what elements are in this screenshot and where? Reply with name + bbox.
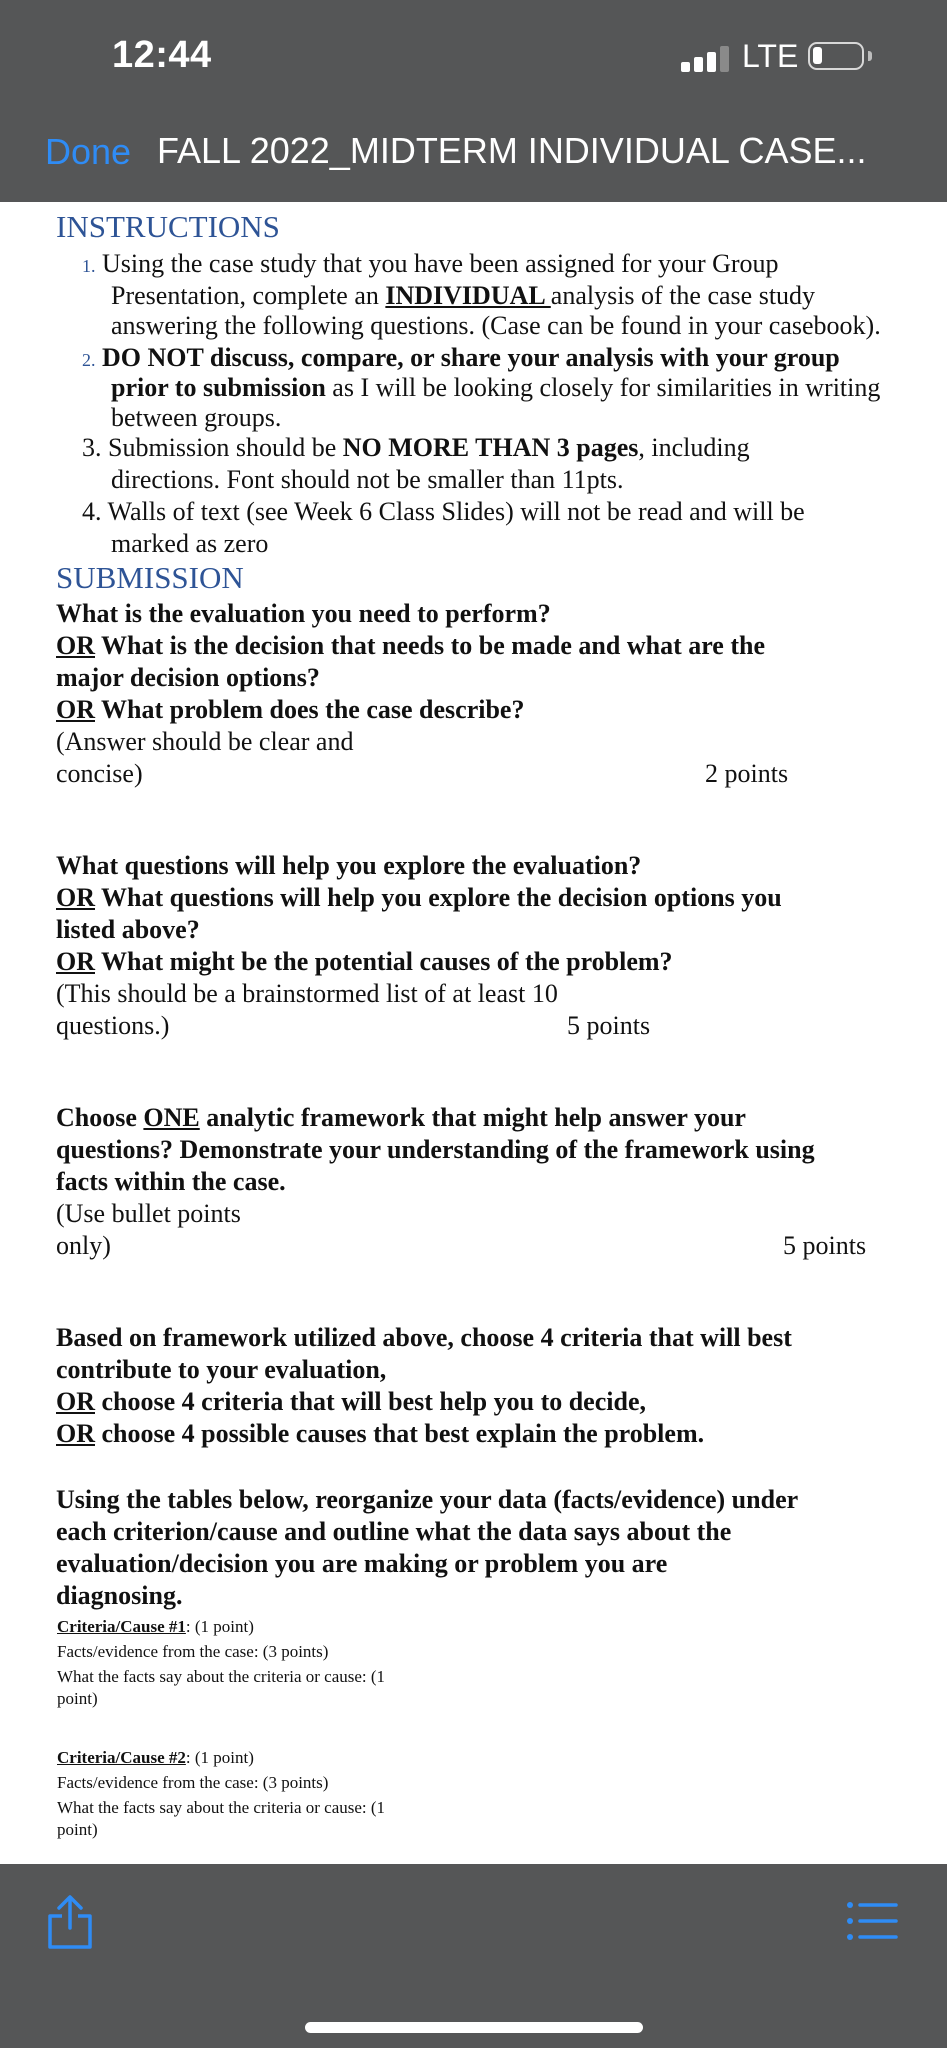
instructions-heading: INSTRUCTIONS bbox=[56, 209, 280, 244]
q1-note-1: (Answer should be clear and bbox=[56, 727, 354, 756]
criteria-1-facts: Facts/evidence from the case: (3 points) bbox=[57, 1642, 329, 1661]
q2-line-2: OR What questions will help you explore the decision options you bbox=[56, 883, 782, 912]
network-type: LTE bbox=[742, 38, 799, 74]
instruction-2-line-2: prior to submission as I will be looking closely for similarities in writing bbox=[111, 373, 881, 402]
q1-line-4: OR What problem does the case describe? bbox=[56, 695, 525, 724]
document-viewer[interactable] bbox=[0, 202, 947, 1864]
status-bar bbox=[0, 0, 947, 118]
bottom-toolbar bbox=[0, 1864, 947, 2048]
submission-heading: SUBMISSION bbox=[56, 560, 244, 595]
q4-line-4: OR choose 4 possible causes that best explain the problem. bbox=[56, 1419, 705, 1448]
criteria-2-say-2: point) bbox=[57, 1820, 98, 1839]
q5-line-1: Using the tables below, reorganize your data (facts/evidence) under bbox=[56, 1485, 799, 1514]
instruction-2-line-3: between groups. bbox=[111, 403, 282, 432]
q2-line-1: What questions will help you explore the evaluation? bbox=[56, 851, 642, 880]
instruction-1-line-2: Presentation, complete an INDIVIDUAL analysis of the case study bbox=[111, 281, 816, 310]
q2-line-4: OR What might be the potential causes of the problem? bbox=[56, 947, 673, 976]
q4-line-2: contribute to your evaluation, bbox=[56, 1355, 387, 1384]
q3-line-2: questions? Demonstrate your understanding of the framework using bbox=[56, 1135, 815, 1164]
instruction-4: 4. Walls of text (see Week 6 Class Slides) will not be read and will be bbox=[82, 497, 805, 526]
q1-line-3: major decision options? bbox=[56, 663, 320, 692]
q1-points: 2 points bbox=[705, 759, 789, 788]
instruction-2: 2. DO NOT discuss, compare, or share your analysis with your group bbox=[82, 343, 840, 372]
list-icon[interactable] bbox=[846, 1900, 898, 1942]
criteria-1-label: Criteria/Cause #1: (1 point) bbox=[57, 1617, 254, 1636]
q5-line-3: evaluation/decision you are making or problem you are bbox=[56, 1549, 668, 1578]
share-icon[interactable] bbox=[46, 1894, 94, 1950]
q3-note-1: (Use bullet points bbox=[56, 1199, 241, 1228]
q5-line-4: diagnosing. bbox=[56, 1581, 183, 1610]
instruction-1: 1. Using the case study that you have been assigned for your Group bbox=[82, 249, 779, 278]
q1-line-2: OR What is the decision that needs to be made and what are the bbox=[56, 631, 766, 660]
battery-icon bbox=[808, 42, 864, 70]
q5-line-2: each criterion/cause and outline what the data says about the bbox=[56, 1517, 732, 1546]
q1-line-1: What is the evaluation you need to perform? bbox=[56, 599, 551, 628]
q3-points: 5 points bbox=[783, 1231, 867, 1260]
criteria-2-label: Criteria/Cause #2: (1 point) bbox=[57, 1748, 254, 1767]
criteria-2-say-1: What the facts say about the criteria or cause: (1 bbox=[57, 1798, 386, 1817]
q1-note-2: concise) bbox=[56, 759, 143, 788]
q2-line-3: listed above? bbox=[56, 915, 200, 944]
q3-line-3: facts within the case. bbox=[56, 1167, 286, 1196]
document-title: FALL 2022_MIDTERM INDIVIDUAL CASE... bbox=[157, 130, 867, 171]
criteria-2-facts: Facts/evidence from the case: (3 points) bbox=[57, 1773, 329, 1792]
q4-line-3: OR choose 4 criteria that will best help you to decide, bbox=[56, 1387, 646, 1416]
criteria-1-say-2: point) bbox=[57, 1689, 98, 1708]
signal-icon bbox=[681, 46, 735, 72]
instruction-1-line-3: answering the following questions. (Case can be found in your casebook). bbox=[111, 311, 881, 340]
instruction-4-line-2: marked as zero bbox=[111, 529, 269, 558]
q3-note-2: only) bbox=[56, 1231, 111, 1260]
status-time: 12:44 bbox=[112, 34, 212, 76]
instruction-3-line-2: directions. Font should not be smaller than 11pts. bbox=[111, 465, 624, 494]
q3-line-1: Choose ONE analytic framework that might help answer your bbox=[56, 1103, 746, 1132]
home-indicator[interactable] bbox=[305, 2022, 643, 2033]
q2-points: 5 points bbox=[567, 1011, 651, 1040]
q2-note-1: (This should be a brainstormed list of at least 10 bbox=[56, 979, 558, 1008]
battery-tip bbox=[868, 51, 872, 61]
q4-line-1: Based on framework utilized above, choose 4 criteria that will best bbox=[56, 1323, 792, 1352]
q2-note-2: questions.) bbox=[56, 1011, 170, 1040]
nav-bar bbox=[0, 118, 947, 202]
instruction-3: 3. Submission should be NO MORE THAN 3 pages, including bbox=[82, 433, 750, 462]
criteria-1-say-1: What the facts say about the criteria or cause: (1 bbox=[57, 1667, 386, 1686]
done-button[interactable]: Done bbox=[45, 131, 132, 172]
